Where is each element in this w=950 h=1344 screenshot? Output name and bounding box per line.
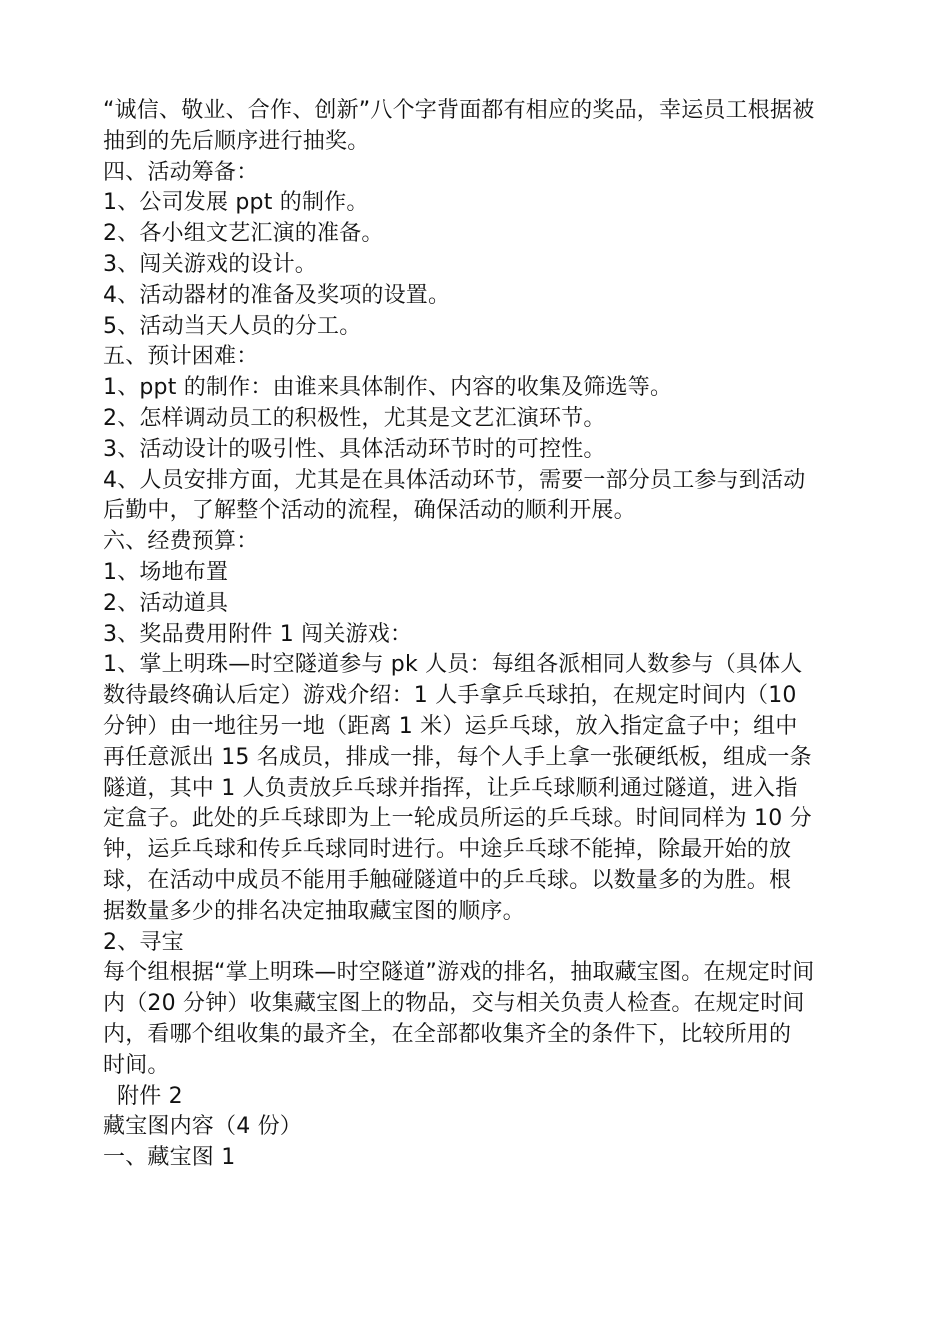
list-item: 1、公司发展 ppt 的制作。 xyxy=(103,190,369,216)
list-item: 2、寻宝 xyxy=(103,929,184,955)
text-line: 据数量多少的排名决定抽取藏宝图的顺序。 xyxy=(103,898,525,924)
document-body xyxy=(103,96,848,1174)
list-item: 1、ppt 的制作：由谁来具体制作、内容的收集及筛选等。 xyxy=(103,375,673,401)
text-line: 球，在活动中成员不能用手触碰隧道中的乒乓球。以数量多的为胜。根 xyxy=(103,867,792,893)
section-heading: 六、经费预算： xyxy=(103,529,259,555)
list-item: 1、场地布置 xyxy=(103,559,229,585)
list-item: 1、掌上明珠—时空隧道参与 pk 人员：每组各派相同人数参与（具体人 xyxy=(103,652,803,678)
text-line: 抽到的先后顺序进行抽奖。 xyxy=(103,128,370,154)
text-line: 每个组根据“掌上明珠—时空隧道”游戏的排名，抽取藏宝图。在规定时间 xyxy=(103,960,815,986)
list-item: 5、活动当天人员的分工。 xyxy=(103,313,362,339)
text-line: 再任意派出 15 名成员，排成一排，每个人手上拿一张硬纸板，组成一条 xyxy=(103,744,812,770)
list-item: 3、奖品费用附件 1 闯关游戏： xyxy=(103,621,413,647)
text-line: 时间。 xyxy=(103,1052,170,1078)
list-item: 2、各小组文艺汇演的准备。 xyxy=(103,221,384,247)
list-item: 3、闯关游戏的设计。 xyxy=(103,251,317,277)
text-line: 后勤中，了解整个活动的流程，确保活动的顺利开展。 xyxy=(103,498,636,524)
list-item: 4、活动器材的准备及奖项的设置。 xyxy=(103,282,451,308)
section-heading: 五、预计困难： xyxy=(103,344,259,370)
section-heading: 四、活动筹备： xyxy=(103,159,259,185)
list-item: 4、人员安排方面，尤其是在具体活动环节，需要一部分员工参与到活动 xyxy=(103,467,806,493)
list-item: 3、活动设计的吸引性、具体活动环节时的可控性。 xyxy=(103,436,606,462)
text-line: 钟，运乒乓球和传乒乓球同时进行。中途乒乓球不能掉，除最开始的放 xyxy=(103,837,792,863)
section-heading: 一、藏宝图 1 xyxy=(103,1145,236,1171)
text-line: 定盒子。此处的乒乓球即为上一轮成员所运的乒乓球。时间同样为 10 分 xyxy=(103,806,812,832)
text-line: 藏宝图内容（4 份） xyxy=(103,1114,302,1140)
list-item: 2、怎样调动员工的积极性，尤其是文艺汇演环节。 xyxy=(103,405,606,431)
text-line: 隧道，其中 1 人负责放乒乓球并指挥，让乒乓球顺利通过隧道，进入指 xyxy=(103,775,798,801)
text-line: 内，看哪个组收集的最齐全，在全部都收集齐全的条件下，比较所用的 xyxy=(103,1021,792,1047)
text-line: 内（20 分钟）收集藏宝图上的物品，交与相关负责人检查。在规定时间 xyxy=(103,991,805,1017)
text-line: 数待最终确认后定）游戏介绍：1 人手拿乒乓球拍，在规定时间内（10 xyxy=(103,683,797,709)
text-line: 分钟）由一地往另一地（距离 1 米）运乒乓球，放入指定盒子中；组中 xyxy=(103,713,798,739)
text-line: “诚信、敬业、合作、创新”八个字背面都有相应的奖品，幸运员工根据被 xyxy=(103,98,815,123)
appendix-heading: 附件 2 xyxy=(117,1083,183,1109)
list-item: 2、活动道具 xyxy=(103,590,229,616)
